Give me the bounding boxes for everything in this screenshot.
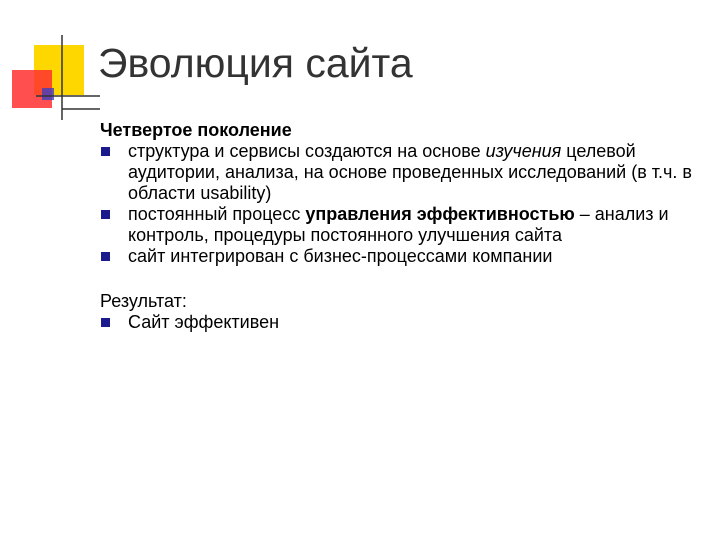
bullet-text: целевой аудитории, анализа, на основе проведенных исследований (в т.ч. в области usability) [128, 141, 692, 203]
decorative-corner-graphic [0, 0, 100, 120]
result-item [100, 312, 700, 333]
result-list [100, 312, 700, 333]
bullet-item [100, 141, 700, 204]
bullet-text: структура и сервисы создаются на основе [128, 141, 486, 161]
bullet-list [100, 141, 700, 267]
section-heading: Четвертое поколение [100, 120, 292, 140]
slide-body [100, 120, 700, 333]
bullet-italic-text: изучения [485, 141, 562, 161]
slide-title: Эволюция сайта [98, 40, 413, 86]
bullet-square-icon [101, 252, 110, 261]
bullet-item [100, 204, 700, 246]
bullet-bold-text: управления эффективностью [305, 204, 575, 224]
bullet-square-icon [101, 147, 110, 156]
bullet-text: – анализ и контроль, процедуры постоянного улучшения сайта [128, 204, 669, 245]
bullet-text: постоянный процесс [128, 204, 306, 224]
result-label: Результат: [100, 291, 187, 311]
bullet-text: сайт интегрирован с бизнес-процессами компании [128, 246, 553, 266]
bullet-item [100, 246, 700, 267]
result-text: Сайт эффективен [128, 312, 280, 332]
bullet-square-icon [101, 210, 110, 219]
bullet-square-icon [101, 318, 110, 327]
deco-blue-square [42, 88, 54, 100]
